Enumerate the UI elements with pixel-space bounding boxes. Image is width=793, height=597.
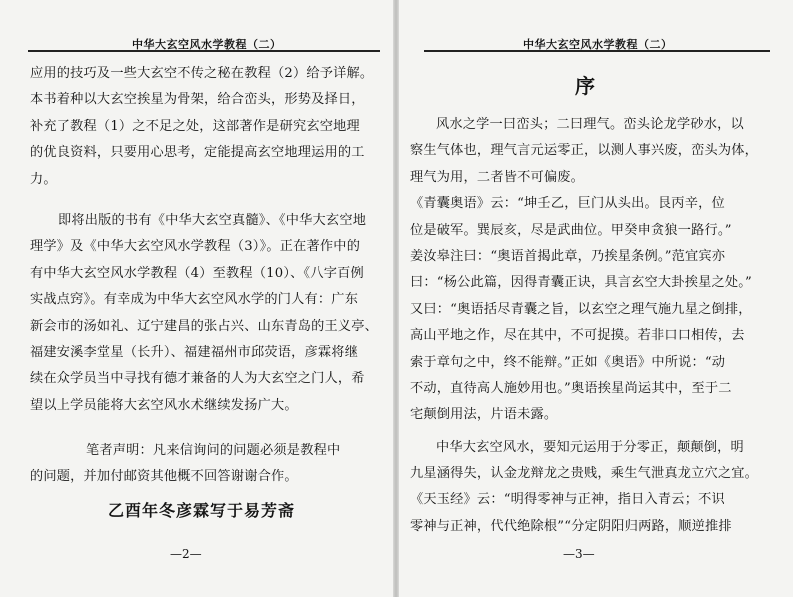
text-line: 中华大玄空风水，要知元运用于分零正，颠颠倒，明 <box>436 439 744 455</box>
page-number: —2— <box>170 547 202 561</box>
preface-title: 序 <box>575 74 595 98</box>
text-line: 本书着种以大玄空挨星为骨架，给合峦头，形势及择日， <box>30 92 365 108</box>
text-line: 零神与正神，代代绝除根”“分定阴阳归两路，顺逆推排 <box>410 518 732 534</box>
text-line: 补充了教程（1）之不足之处，这部著作是研究玄空地理 <box>30 118 360 134</box>
paragraph-gap <box>30 419 380 438</box>
text-line: 力。 <box>30 171 57 187</box>
text-line: 福建安溪李堂星（长升）、福建福州市邱荧语，彦霖将继 <box>30 344 359 360</box>
text-line: 《天玉经》云：“明得零神与正神，指日入青云；不识 <box>410 492 725 508</box>
text-line: 曰：“杨公此篇，因得青囊正诀，具言玄空大卦挨星之处。” <box>410 275 752 291</box>
text-line: 续在众学员当中寻找有德才兼备的人为大玄空之门人，希 <box>30 371 365 387</box>
text-line: 实战点窍》。有幸成为中华大玄空风水学的门人有：广东 <box>30 292 359 308</box>
text-line: 的问题，并加付邮资其他概不回答谢谢合作。 <box>30 469 298 485</box>
text-line: 高山平地之作，尽在其中，不可捉摸。若非口口相传，去 <box>410 328 745 344</box>
body-text <box>410 112 780 540</box>
text-line: 又曰：“奥语括尽青囊之旨，以玄空之理气施九星之倒排， <box>410 301 752 317</box>
text-line: 的优良资料，只要用心思考，定能提高玄空地理运用的工 <box>30 145 365 161</box>
header-rule <box>424 50 770 52</box>
text-line: 《青囊奥语》云：“坤壬乙，巨门从头出。艮丙辛，位 <box>410 196 725 212</box>
text-line: 索于章句之中，终不能辩。”正如《奥语》中所说：“动 <box>410 354 726 370</box>
text-line: 察生气体也，理气言元运零正，以测人事兴废，峦头为体， <box>410 143 759 159</box>
running-head: 中华大玄空风水学教程（二） <box>132 38 282 51</box>
text-line: 位是破军。巽辰亥，尽是武曲位。甲癸申贪狼一路行。” <box>410 222 732 238</box>
page-number: —3— <box>563 547 595 561</box>
signature: 乙酉年冬彦霖写于易芳斋 <box>108 501 296 520</box>
text-line: 九星涵得失，认金龙辩龙之贵贱，乘生气泄真龙立穴之宜。 <box>410 466 759 482</box>
right-page <box>396 0 793 597</box>
text-line: 应用的技巧及一些大玄空不传之秘在教程（2）给予详解。 <box>30 66 374 81</box>
text-line: 风水之学一曰峦头；二曰理气。峦头论龙学砂水，以 <box>436 117 744 132</box>
paragraph-gap <box>30 193 380 208</box>
text-line: 不动，直待高人施妙用也。”奥语挨星尚运其中，至于二 <box>410 380 732 396</box>
header-rule <box>28 50 380 52</box>
left-page <box>0 0 396 597</box>
text-line: 新会市的汤如礼、辽宁建昌的张占兴、山东青岛的王义亭、 <box>30 318 379 334</box>
text-line: 理气为用，二者皆不可偏废。 <box>410 169 585 185</box>
text-line: 理学》及《中华大玄空风水学教程（3）》。正在著作中的 <box>30 239 361 255</box>
body-text <box>30 61 380 491</box>
text-line: 笔者声明：凡来信询问的问题必须是教程中 <box>86 443 341 459</box>
text-line: 即将出版的书有《中华大玄空真髓》、《中华大玄空地 <box>58 212 367 228</box>
text-line: 有中华大玄空风水学教程（4）至教程（10）、《八字百例 <box>30 265 364 281</box>
running-head: 中华大玄空风水学教程（二） <box>523 38 673 51</box>
text-line: 宅颠倒用法，片语未露。 <box>410 407 558 423</box>
text-line: 望以上学员能将大玄空风水术继续发扬广大。 <box>30 397 298 413</box>
text-line: 姜汝皋注曰：“奥语首揭此章，乃挨星条例。”范宜宾亦 <box>410 248 726 264</box>
